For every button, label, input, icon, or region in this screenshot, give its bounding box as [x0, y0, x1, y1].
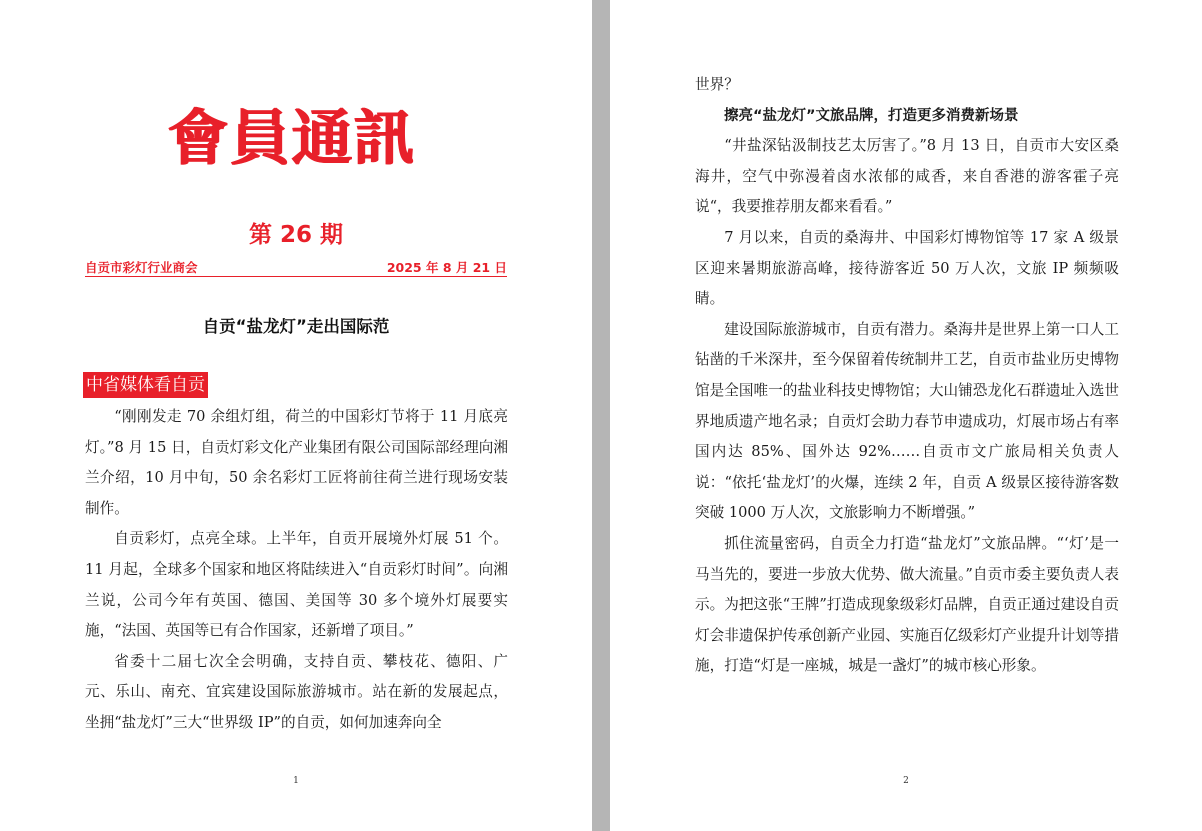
- continuation-line: 世界？: [695, 76, 739, 93]
- paragraph: 建设国际旅游城市，自贡有潜力。桑海井是世界上第一口人工钻凿的千米深井，至今保留着传统制井工艺，自贡市盐业历史博物馆是全国唯一的盐业科技史博物馆；大山铺恐龙化石群遗址入选世界地质遗产地名录；自贡灯会助力春节申遗成功，灯展市场占有率国内达 85%、国外达 92%……自贡市文广旅局相关负责人说：“依托‘盐龙灯’的火爆，连续 2 年，自贡 A 级景区接待游客数突破 1000 万人次，文旅影响力不断增强。”: [695, 320, 1119, 522]
- paragraph: 抓住流量密码，自贡全力打造“盐龙灯”文旅品牌。“‘灯’是一马当先的，要进一步放大优势、做大流量。”自贡市委主要负责人表示。为把这张“王牌”打造成现象级彩灯品牌，自贡正通过建设自贡灯会非遗保护传承创新产业园、实施百亿级彩灯产业提升计划等措施，打造“灯是一座城，城是一盏灯”的城市核心形象。: [695, 534, 1119, 675]
- page-2: [610, 0, 1202, 831]
- publication-date: 2025 年 8 月 21 日: [386, 260, 507, 275]
- page-1-body: [85, 402, 508, 739]
- page-number: 1: [293, 776, 299, 786]
- publication-meta: [85, 258, 507, 277]
- article-title: 自贡“盐龙灯”走出国际范: [202, 317, 390, 336]
- page-1: [0, 0, 592, 831]
- section-tag: 中省媒体看自贡: [83, 372, 208, 398]
- paragraph: 省委十二届七次全会明确，支持自贡、攀枝花、德阳、广元、乐山、南充、宜宾建设国际旅游城市。站在新的发展起点，坐拥“盐龙灯”三大“世界级 IP”的自贡，如何加速奔向全: [85, 652, 508, 731]
- paragraph: “刚刚发走 70 余组灯组，荷兰的中国彩灯节将于 11 月底亮灯。”8 月 15 日，自贡灯彩文化产业集团有限公司国际部经理向湘兰介绍，10 月中旬，50 余名彩灯工匠将前往荷兰进行现场安装制作。: [85, 408, 508, 517]
- masthead-logo: 會員通訊: [168, 104, 416, 174]
- subheading: 擦亮“盐龙灯”文旅品牌，打造更多消费新场景: [724, 107, 1019, 124]
- page-2-body: [695, 70, 1119, 682]
- publisher-name: 自贡市彩灯行业商会: [85, 260, 198, 275]
- paragraph: 7 月以来，自贡的桑海井、中国彩灯博物馆等 17 家 A 级景区迎来暑期旅游高峰，接待游客近 50 万人次，文旅 IP 频频吸睛。: [695, 228, 1119, 308]
- paragraph: “井盐深钻汲制技艺太厉害了。”8 月 13 日，自贡市大安区桑海井，空气中弥漫着卤水浓郁的咸香，来自香港的游客霍子亮说“，我要推荐朋友都来看看。”: [695, 137, 1119, 216]
- issue-number: 第 26 期: [248, 222, 344, 248]
- page-gutter: [592, 0, 610, 831]
- paragraph: 自贡彩灯，点亮全球。上半年，自贡开展境外灯展 51 个。11 月起，全球多个国家和地区将陆续进入“自贡彩灯时间”。向湘兰说，公司今年有英国、德国、美国等 30 多个境外灯展要实施，“法国、英国等已有合作国家，还新增了项目。”: [85, 530, 508, 640]
- page-number: 2: [903, 776, 909, 786]
